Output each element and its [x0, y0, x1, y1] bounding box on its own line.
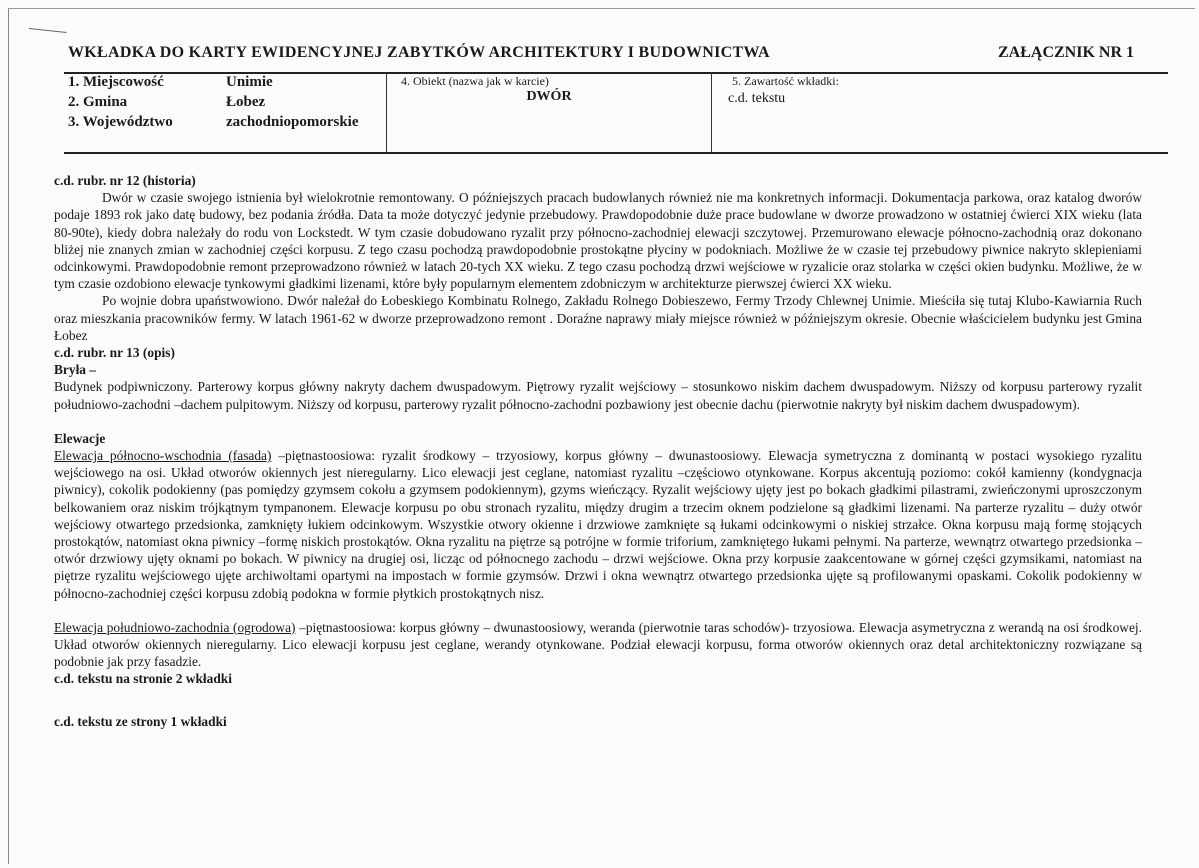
continued-next-note: c.d. tekstu na stronie 2 wkładki	[54, 671, 232, 687]
history-paragraph-1: Dwór w czasie swojego istnienia był wielokrotnie remontowany. O późniejszych pracach budowlanych również nie ma konkretnych informacji. Dokumentacja parkowa, oraz katalog dworów podaje 1893 rok jako datę budowy, bez podania źródła. Data ta może dotyczyć jedynie przebudowy. Prawdopodobnie duże prace budowlane w dworze prowadzono w ostatniej ćwierci XIX wieku (lata 80-90te), kiedy dobra należały do rodu von Lockstedt. W tym czasie dobudowano ryzalit przy północno-zachodniej elewacji szczytowej. Przemurowano elewacje północno-zachodnią oraz dokonano bliżej nie znanych zmian w zachodniej części korpusu. Z tego czasu pochodzą prawdopodobnie prostokątne płyciny w podokniach. Możliwe że w czasie tej przebudowy piwnice nakryto sklepieniami odcinkowymi. Prawdopodobnie remont przeprowadzono również w latach 20-tych XX wieku. Z tego czasu pochodzą drzwi wejściowe w ryzalicie oraz stolarka w części okien budynku. Możliwe, że w tym czasie ozdobiono elewacje tynkowymi gładkimi lizenami, które były popularnym elementem zdobniczym w architekturze pierwszej ćwierci XX wieku.	[54, 190, 1142, 292]
locality-value: Unimie	[226, 74, 273, 90]
ne-elevation-text: –piętnastoosiowa: ryzalit środkowy – trzyosiowy, korpus główny – dwunastoosiowy. Elewacja symetryczna z dominantą w postaci wysokiego ryzalitu wejściowego na osi. Układ otworów okiennych jest nieregularny. Lico elewacji jest ceglane, natomiast ryzalitu –częściowo otynkowane. Korpus akcentują poziomo: cokół kamienny (kondygnacja piwnicy), cokolik podokienny (pas pomiędzy gzymsem cokołu a gzymsem podokiennym), gzyms wieńczący. Ryzalit wejściowy ujęty jest po bokach gładkimi pilastrami, zwieńczonymi uproszczonym belkowaniem oraz niskim trójkątnym tympanonem. Elewacje korpusu po obu stronach ryzalitu, między drugim a trzecim oknem podzielone są gładkimi lizenami. Na parterze ryzalitu – duży otwór wejściowy otwartego przedsionka, zamknięty łukiem odcinkowym. Wszystkie otwory okienne i drzwiowe zamknięte są łukami odcinkowymi o niskiej strzałce. Okna korpusu mają formę stojących prostokątów, natomiast okna piwnicy –formę niskich prostokątów. Okna ryzalitu na piętrze są potrójne w formie triforium, zamkniętego łukami pełnymi. Na parterze, wewnątrz otwartego przedsionka – otwór drzwiowy ujęty oknami po bokach. W piwnicy na drugiej osi, licząc od północnego zachodu – drzwi wejściowe. Okna przy korpusie zaakcentowane w górnej części gzymsikami, natomiast na piętrze ryzalitu wejściowego ujęte archiwoltami opartymi na impostach w formie gzymsów. Drzwi i okna wewnątrz otwartego przedsionka ujęte są profilowanymi opaskami. Cokolik podokienny w północno-zachodniej części korpusu zdobią podokna w formie płytkich prostokątnych nisz.	[54, 448, 1142, 601]
history-paragraph-2: Po wojnie dobra upaństwowiono. Dwór należał do Łobeskiego Kombinatu Rolnego, Zakładu Rolnego Dobieszewo, Fermy Trzody Chlewnej Unimie. Mieściła się tutaj Klubo-Kawiarnia Ruch oraz mieszkania pracowników fermy. W latach 1961-62 w dworze przeprowadzono remont . Doraźne naprawy miały miejsce również w późniejszym okresie. Obecnie właścicielem budynku jest Gmina Łobez	[54, 293, 1142, 343]
commune-label: 2. Gmina	[68, 94, 128, 110]
elevations-heading: Elewacje	[54, 430, 106, 446]
attachment-number: ZAŁĄCZNIK NR 1	[997, 44, 1134, 61]
contents-label: 5. Zawartość wkładki:	[732, 74, 839, 88]
ne-elevation-paragraph	[54, 447, 1142, 602]
commune-row	[68, 94, 265, 111]
voivodeship-value: zachodniopomorskie	[226, 114, 359, 130]
voivodeship-label: 3. Województwo	[68, 114, 173, 130]
object-value: DWÓR	[526, 89, 572, 104]
continued-prev-note: c.d. tekstu ze strony 1 wkładki	[54, 713, 227, 729]
ne-elevation-label: Elewacja północno-wschodnia (fasada)	[54, 448, 272, 464]
spacer	[54, 602, 1142, 619]
location-cell	[64, 72, 387, 152]
locality-label: 1. Miejscowość	[68, 74, 164, 90]
sw-elevation-text: –piętnastoosiowa: korpus główny – dwunastoosiowy, weranda (pierwotnie taras schodów)- trzyosiowa. Elewacja asymetryczna z werandą na osi środkowej. Układ otworów okiennych nieregularny. Lico elewacji korpusu jest ceglane, werandy otynkowane. Podział elewacji korpusu, forma otworów okiennych oraz detal architektoniczny rozwiązane są podobnie jak przy fasadzie.	[54, 619, 1142, 670]
spacer	[54, 688, 1142, 713]
mass-text: Budynek podpiwniczony. Parterowy korpus główny nakryty dachem dwuspadowym. Piętrowy ryzalit wejściowy – stosunkowo niskim dachem dwuspadowym. Niższy od korpusu parterowy ryzalit południowo-zachodni –dachem pulpitowym. Niższy od korpusu, parterowy ryzalit północno-zachodni pozbawiony jest obecnie dachu (pierwotnie nakryty był niskim dachem dwuspadowym).	[54, 379, 1142, 412]
document-body	[54, 172, 1142, 730]
spacer	[54, 413, 1142, 430]
sw-elevation-label: Elewacja południowo-zachodnia (ogrodowa)	[54, 619, 296, 635]
mass-heading: Bryła –	[54, 362, 97, 378]
description-heading: c.d. rubr. nr 13 (opis)	[54, 345, 175, 361]
form-title: WKŁADKA DO KARTY EWIDENCYJNEJ ZABYTKÓW ARCHITEKTURY I BUDOWNICTWA	[68, 44, 770, 61]
object-label: 4. Obiekt (nazwa jak w karcie)	[401, 74, 549, 88]
locality-row	[68, 74, 273, 91]
history-heading: c.d. rubr. nr 12 (historia)	[54, 173, 196, 188]
info-row	[64, 72, 1168, 154]
object-cell	[387, 72, 712, 152]
contents-value: c.d. tekstu	[728, 91, 786, 106]
voivodeship-row	[68, 114, 359, 131]
contents-cell	[712, 72, 1168, 152]
commune-value: Łobez	[226, 94, 266, 110]
sw-elevation-paragraph	[54, 619, 1142, 671]
form-header	[64, 40, 1168, 74]
